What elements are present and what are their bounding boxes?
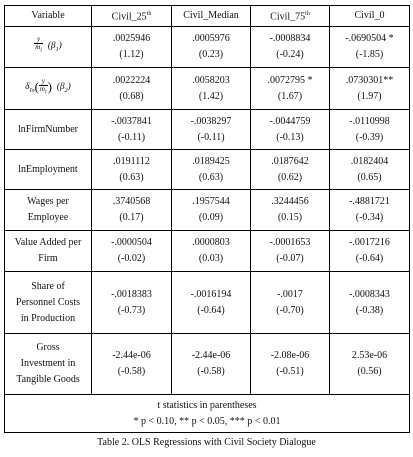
table-row	[5, 231, 410, 272]
table-cell: .0187642 (0.62)	[251, 150, 330, 190]
table-cell: .0072795 * (1.67)	[251, 68, 330, 110]
table-cell: -.0008343 (-0.38)	[330, 272, 410, 334]
row-label-formula-beta1: $\frac{y}{m_i}$ $(\beta_1)$	[5, 27, 92, 68]
table-cell: -.0037841 (-0.11)	[92, 110, 172, 150]
row-label: Share of Personnel Costs in Production	[5, 272, 92, 334]
notes-row	[5, 395, 410, 433]
table-cell: -.0690504 * (-1.85)	[330, 27, 410, 68]
table-cell: -.0044759 (-0.13)	[251, 110, 330, 150]
table-cell: -2.08e-06 (-0.51)	[251, 334, 330, 395]
table-cell: .0022224 (0.68)	[92, 68, 172, 110]
table-cell: .1957544 (0.09)	[172, 190, 251, 231]
table-row	[5, 272, 410, 334]
table-cell: .0191112 (0.63)	[92, 150, 172, 190]
table-row	[5, 334, 410, 395]
table-caption: Table 2. OLS Regressions with Civil Society Dialogue	[97, 437, 316, 448]
regression-table	[4, 5, 410, 433]
table-cell: .0025946 (1.12)	[92, 27, 172, 68]
notes-t-statistics: t statistics in parentheses	[157, 399, 257, 411]
table-cell: 2.53e-06 (0.56)	[330, 334, 410, 395]
table-cell: -2.44e-06 (-0.58)	[92, 334, 172, 395]
header-row	[5, 6, 410, 27]
table-cell: .0000803 (0.03)	[172, 231, 251, 272]
table-cell: -.0017216 (-0.64)	[330, 231, 410, 272]
table-cell: -.0018383 (-0.73)	[92, 272, 172, 334]
table-cell: -.0110998 (-0.39)	[330, 110, 410, 150]
table-cell: -.0008834 (-0.24)	[251, 27, 330, 68]
header-civil-75: Civil_75th	[251, 6, 330, 27]
header-civil-25: Civil_25th	[92, 6, 172, 27]
table-cell: -.0000504 (-0.02)	[92, 231, 172, 272]
table-cell: .0182404 (0.65)	[330, 150, 410, 190]
table-cell: -2.44e-06 (-0.58)	[172, 334, 251, 395]
row-label: Value Added per Firm	[5, 231, 92, 272]
table-cell: -.0001653 (-0.07)	[251, 231, 330, 272]
header-civil-median: Civil_Median	[172, 6, 251, 27]
row-label: Wages per Employee	[5, 190, 92, 231]
header-civil-0: Civil_0	[330, 6, 410, 27]
table-row	[5, 190, 410, 231]
table-cell: .0189425 (0.63)	[172, 150, 251, 190]
row-label: lnEmployment	[5, 150, 92, 190]
table-cell: -.0017 (-0.70)	[251, 272, 330, 334]
table-row	[5, 150, 410, 190]
table-row	[5, 68, 410, 110]
table-cell: -.0016194 (-0.64)	[172, 272, 251, 334]
row-label: lnFirmNumber	[5, 110, 92, 150]
table-cell: .0730301** (1.97)	[330, 68, 410, 110]
table-notes	[5, 395, 410, 433]
notes-significance: * p < 0.10, ** p < 0.05, *** p < 0.01	[133, 415, 281, 427]
row-label: Gross Investment in Tangible Goods	[5, 334, 92, 395]
table-cell: .0005976 (0.23)	[172, 27, 251, 68]
table-cell: -.4881721 (-0.34)	[330, 190, 410, 231]
table-cell: .0058203 (1.42)	[172, 68, 251, 110]
table-cell: -.0038297 (-0.11)	[172, 110, 251, 150]
table-cell: .3244456 (0.15)	[251, 190, 330, 231]
table-row	[5, 110, 410, 150]
table-row	[5, 27, 410, 68]
table-cell: .3740568 (0.17)	[92, 190, 172, 231]
header-variable: Variable	[5, 6, 92, 27]
row-label-formula-beta2: $\delta_{Io}$( $\frac{y}{m_i}$ ) $(\beta_2)$	[5, 68, 92, 110]
